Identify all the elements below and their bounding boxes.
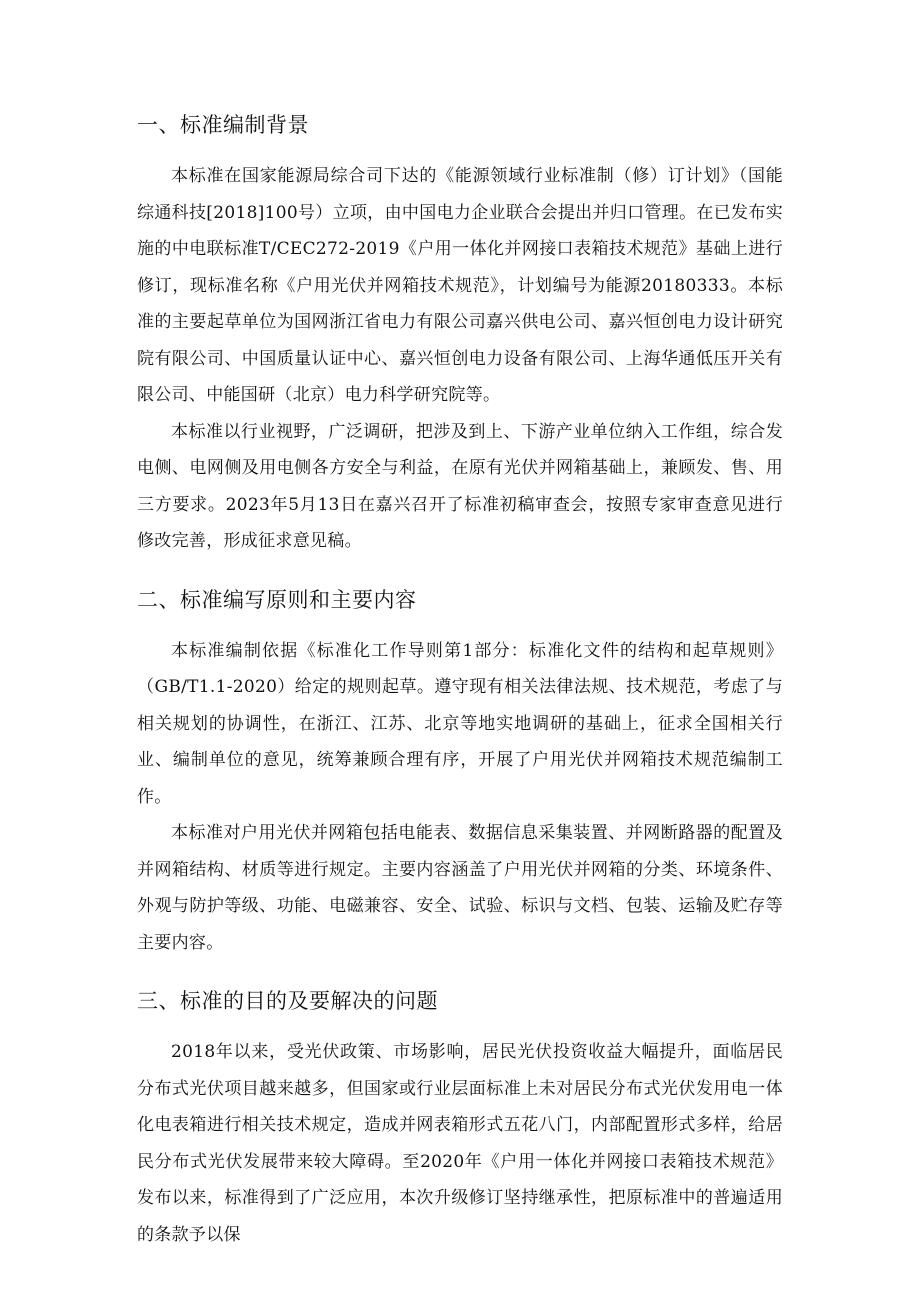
section-heading-principles: 二、标准编写原则和主要内容 [137,587,417,612]
paragraph: 本标准编制依据《标准化工作导则第1部分：标准化文件的结构和起草规则》（GB/T1.1-2020）给定的规则起草。遵守现有相关法律法规、技术规范，考虑了与相关规划的协调性，在浙江、江苏、北京等地实地调研的基础上，征求全国相关行业、编制单位的意见，统筹兼顾合理有序，开展了户用光伏并网箱技术规范编制工作。 [137,640,783,807]
section-heading-purpose: 三、标准的目的及要解决的问题 [137,989,438,1013]
document-body [137,108,783,1253]
paragraph: 本标准对户用光伏并网箱包括电能表、数据信息采集装置、并网断路器的配置及并网箱结构、材质等进行规定。主要内容涵盖了户用光伏并网箱的分类、环境条件、外观与防护等级、功能、电磁兼容、安全、试验、标识与文档、包装、运输及贮存等主要内容。 [137,823,783,953]
section-heading-background: 一、标准编制背景 [137,113,309,137]
paragraph: 2018年以来，受光伏政策、市场影响，居民光伏投资收益大幅提升，面临居民分布式光伏项目越来越多，但国家或行业层面标准上未对居民分布式光伏发用电一体化电表箱进行相关技术规定，造成并网表箱形式五花八门，内部配置形式多样，给居民分布式光伏发展带来较大障碍。至2020年《户用一体化并网接口表箱技术规范》发布以来，标准得到了广泛应用，本次升级修订坚持继承性，把原标准中的普遍适用的条款予以保 [137,1042,783,1245]
paragraph: 本标准以行业视野，广泛调研，把涉及到上、下游产业单位纳入工作组，综合发电侧、电网侧及用电侧各方安全与利益，在原有光伏并网箱基础上，兼顾发、售、用三方要求。2023年5月13日在嘉兴召开了标准初稿审查会，按照专家审查意见进行修改完善，形成征求意见稿。 [137,421,783,551]
paragraph: 本标准在国家能源局综合司下达的《能源领域行业标准制（修）订计划》（国能综通科技[2018]100号）立项，由中国电力企业联合会提出并归口管理。在已发布实施的中电联标准T/CEC272-2019《户用一体化并网接口表箱技术规范》基础上进行修订，现标准名称《户用光伏并网箱技术规范》，计划编号为能源20180333。本标准的主要起草单位为国网浙江省电力有限公司嘉兴供电公司、嘉兴恒创电力设计研究院有限公司、中国质量认证中心、嘉兴恒创电力设备有限公司、上海华通低压开关有限公司、中能国研（北京）电力科学研究院等。 [137,166,783,405]
